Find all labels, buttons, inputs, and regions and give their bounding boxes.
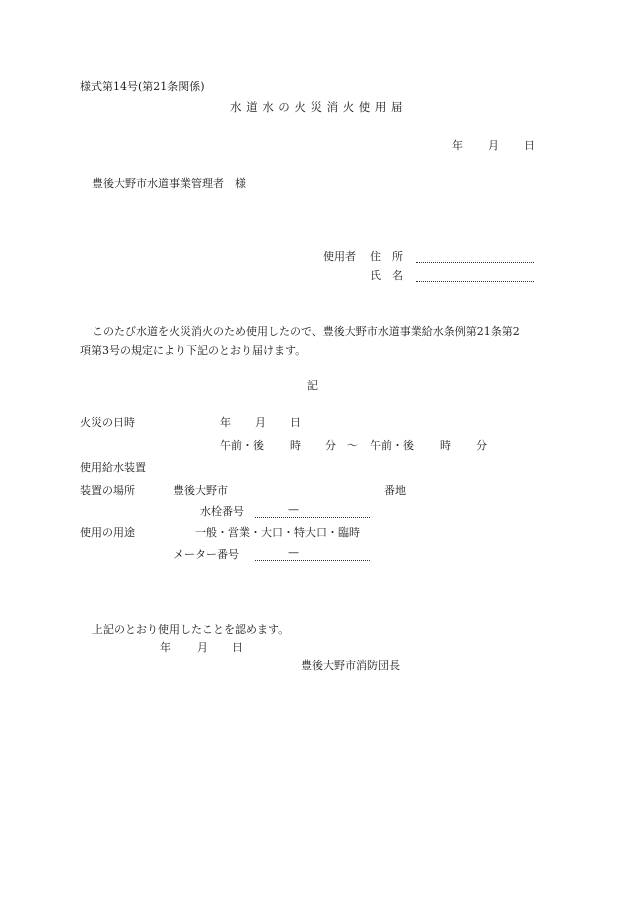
confirmation-signer: 豊後大野市消防団長 bbox=[301, 659, 400, 672]
fire-min-to: 分 bbox=[476, 439, 487, 452]
confirmation-month: 月 bbox=[197, 641, 208, 654]
ki-heading: 記 bbox=[307, 379, 318, 392]
hydrant-dash: — bbox=[288, 503, 299, 516]
purpose-label: 使用の用途 bbox=[80, 526, 135, 539]
body-line-2: 項第3号の規定により下記のとおり届けます。 bbox=[80, 344, 307, 357]
addressee: 豊後大野市水道事業管理者 様 bbox=[92, 177, 246, 190]
confirmation-day: 日 bbox=[232, 641, 243, 654]
form-number: 様式第14号(第21条関係) bbox=[80, 80, 205, 93]
header-day: 日 bbox=[524, 139, 535, 152]
applicant-role: 使用者 bbox=[323, 250, 356, 263]
meter-field[interactable] bbox=[255, 560, 370, 561]
meter-dash: — bbox=[288, 546, 299, 559]
document-title: 水道水の火災消火使用届 bbox=[230, 100, 408, 114]
fire-datetime-label: 火災の日時 bbox=[80, 416, 135, 429]
fire-day: 日 bbox=[290, 416, 301, 429]
name-field[interactable] bbox=[416, 281, 534, 282]
header-month: 月 bbox=[488, 139, 499, 152]
equipment-heading: 使用給水装置 bbox=[80, 461, 146, 474]
location-label: 装置の場所 bbox=[80, 484, 135, 497]
fire-month: 月 bbox=[255, 416, 266, 429]
fire-ampm-from: 午前・後 bbox=[220, 439, 264, 452]
tilde: 〜 bbox=[347, 439, 358, 452]
confirmation-text: 上記のとおり使用したことを認めます。 bbox=[92, 623, 290, 636]
fire-hour-to: 時 bbox=[440, 439, 451, 452]
location-banchi: 番地 bbox=[384, 484, 406, 497]
hydrant-field[interactable] bbox=[255, 517, 370, 518]
fire-year: 年 bbox=[220, 416, 231, 429]
fire-min-from: 分 bbox=[325, 439, 336, 452]
location-city: 豊後大野市 bbox=[173, 484, 228, 497]
fire-hour-from: 時 bbox=[290, 439, 301, 452]
address-label: 住 所 bbox=[370, 250, 403, 263]
name-label: 氏 名 bbox=[370, 269, 403, 282]
header-year: 年 bbox=[452, 139, 463, 152]
meter-label: メーター番号 bbox=[173, 548, 239, 561]
body-line-1: このたび水道を火災消火のため使用したので、豊後大野市水道事業給水条例第21条第2 bbox=[92, 325, 520, 338]
hydrant-label: 水栓番号 bbox=[200, 505, 244, 518]
address-field[interactable] bbox=[416, 262, 534, 263]
fire-ampm-to: 午前・後 bbox=[370, 439, 414, 452]
purpose-options: 一般・営業・大口・特大口・臨時 bbox=[195, 526, 360, 539]
confirmation-year: 年 bbox=[160, 641, 171, 654]
